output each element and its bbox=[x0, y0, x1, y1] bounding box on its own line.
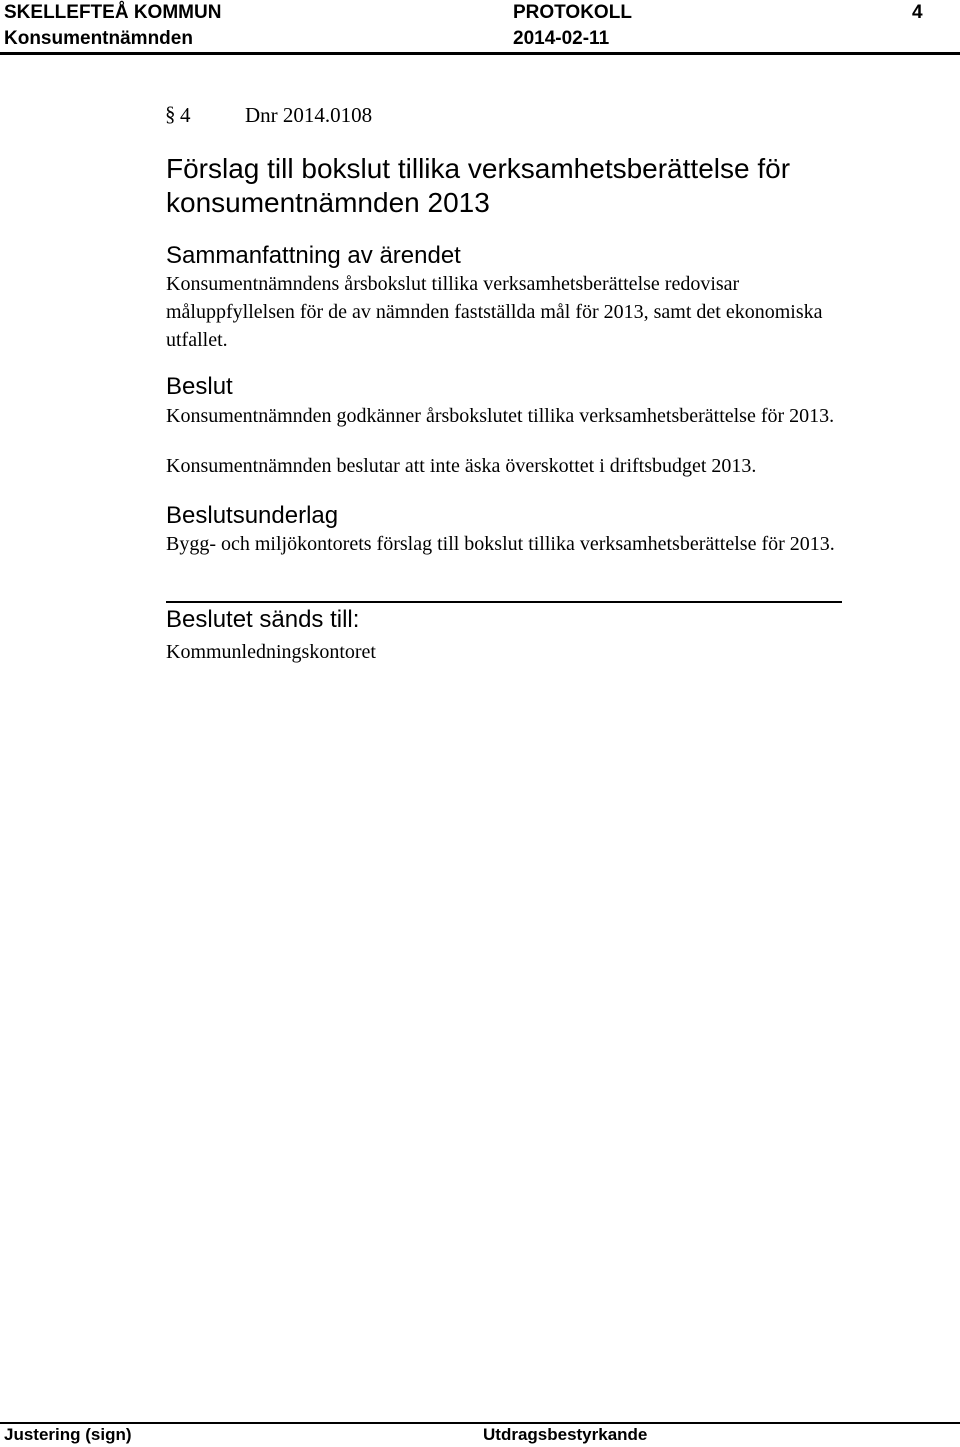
meeting-date: 2014-02-11 bbox=[513, 28, 610, 49]
summary-heading: Sammanfattning av ärendet bbox=[166, 242, 461, 269]
page-title-line-2: konsumentnämnden 2013 bbox=[166, 187, 490, 218]
basis-heading: Beslutsunderlag bbox=[166, 502, 339, 529]
summary-text-line-3: utfallet. bbox=[166, 329, 228, 351]
item-number: 4 bbox=[180, 103, 191, 127]
committee-name: Konsumentnämnden bbox=[4, 28, 193, 49]
decision-text-line-1: Konsumentnämnden godkänner årsbokslutet tillika verksamhetsberättelse för 2013. bbox=[166, 405, 835, 427]
basis-text-line-1: Bygg- och miljökontorets förslag till bokslut tillika verksamhetsberättelse för 2013. bbox=[166, 533, 835, 555]
summary-text-line-2: måluppfyllelsen för de av nämnden fastställda mål för 2013, samt det ekonomiska bbox=[166, 301, 823, 323]
footer-justering: Justering (sign) bbox=[4, 1425, 132, 1444]
summary-text-line-1: Konsumentnämndens årsbokslut tillika verksamhetsberättelse redovisar bbox=[166, 273, 740, 295]
decision-text-line-2: Konsumentnämnden beslutar att inte äska överskottet i driftsbudget 2013. bbox=[166, 455, 757, 477]
distribution-heading: Beslutet sänds till: bbox=[166, 606, 360, 633]
dnr-reference: Dnr 2014.0108 bbox=[245, 103, 373, 127]
separator-line bbox=[166, 601, 842, 603]
document-type: PROTOKOLL bbox=[513, 2, 632, 23]
decision-heading: Beslut bbox=[166, 373, 233, 400]
section-symbol: § bbox=[165, 102, 176, 126]
footer-utdragsbestyrkande: Utdragsbestyrkande bbox=[483, 1425, 648, 1444]
organization-name: SKELLEFTEÅ KOMMUN bbox=[4, 2, 222, 23]
distribution-recipient: Kommunledningskontoret bbox=[166, 641, 376, 663]
header-divider bbox=[0, 52, 960, 55]
footer-divider bbox=[0, 1422, 960, 1424]
page-title-line-1: Förslag till bokslut tillika verksamhetsberättelse för bbox=[166, 153, 791, 184]
page-number: 4 bbox=[912, 2, 923, 23]
